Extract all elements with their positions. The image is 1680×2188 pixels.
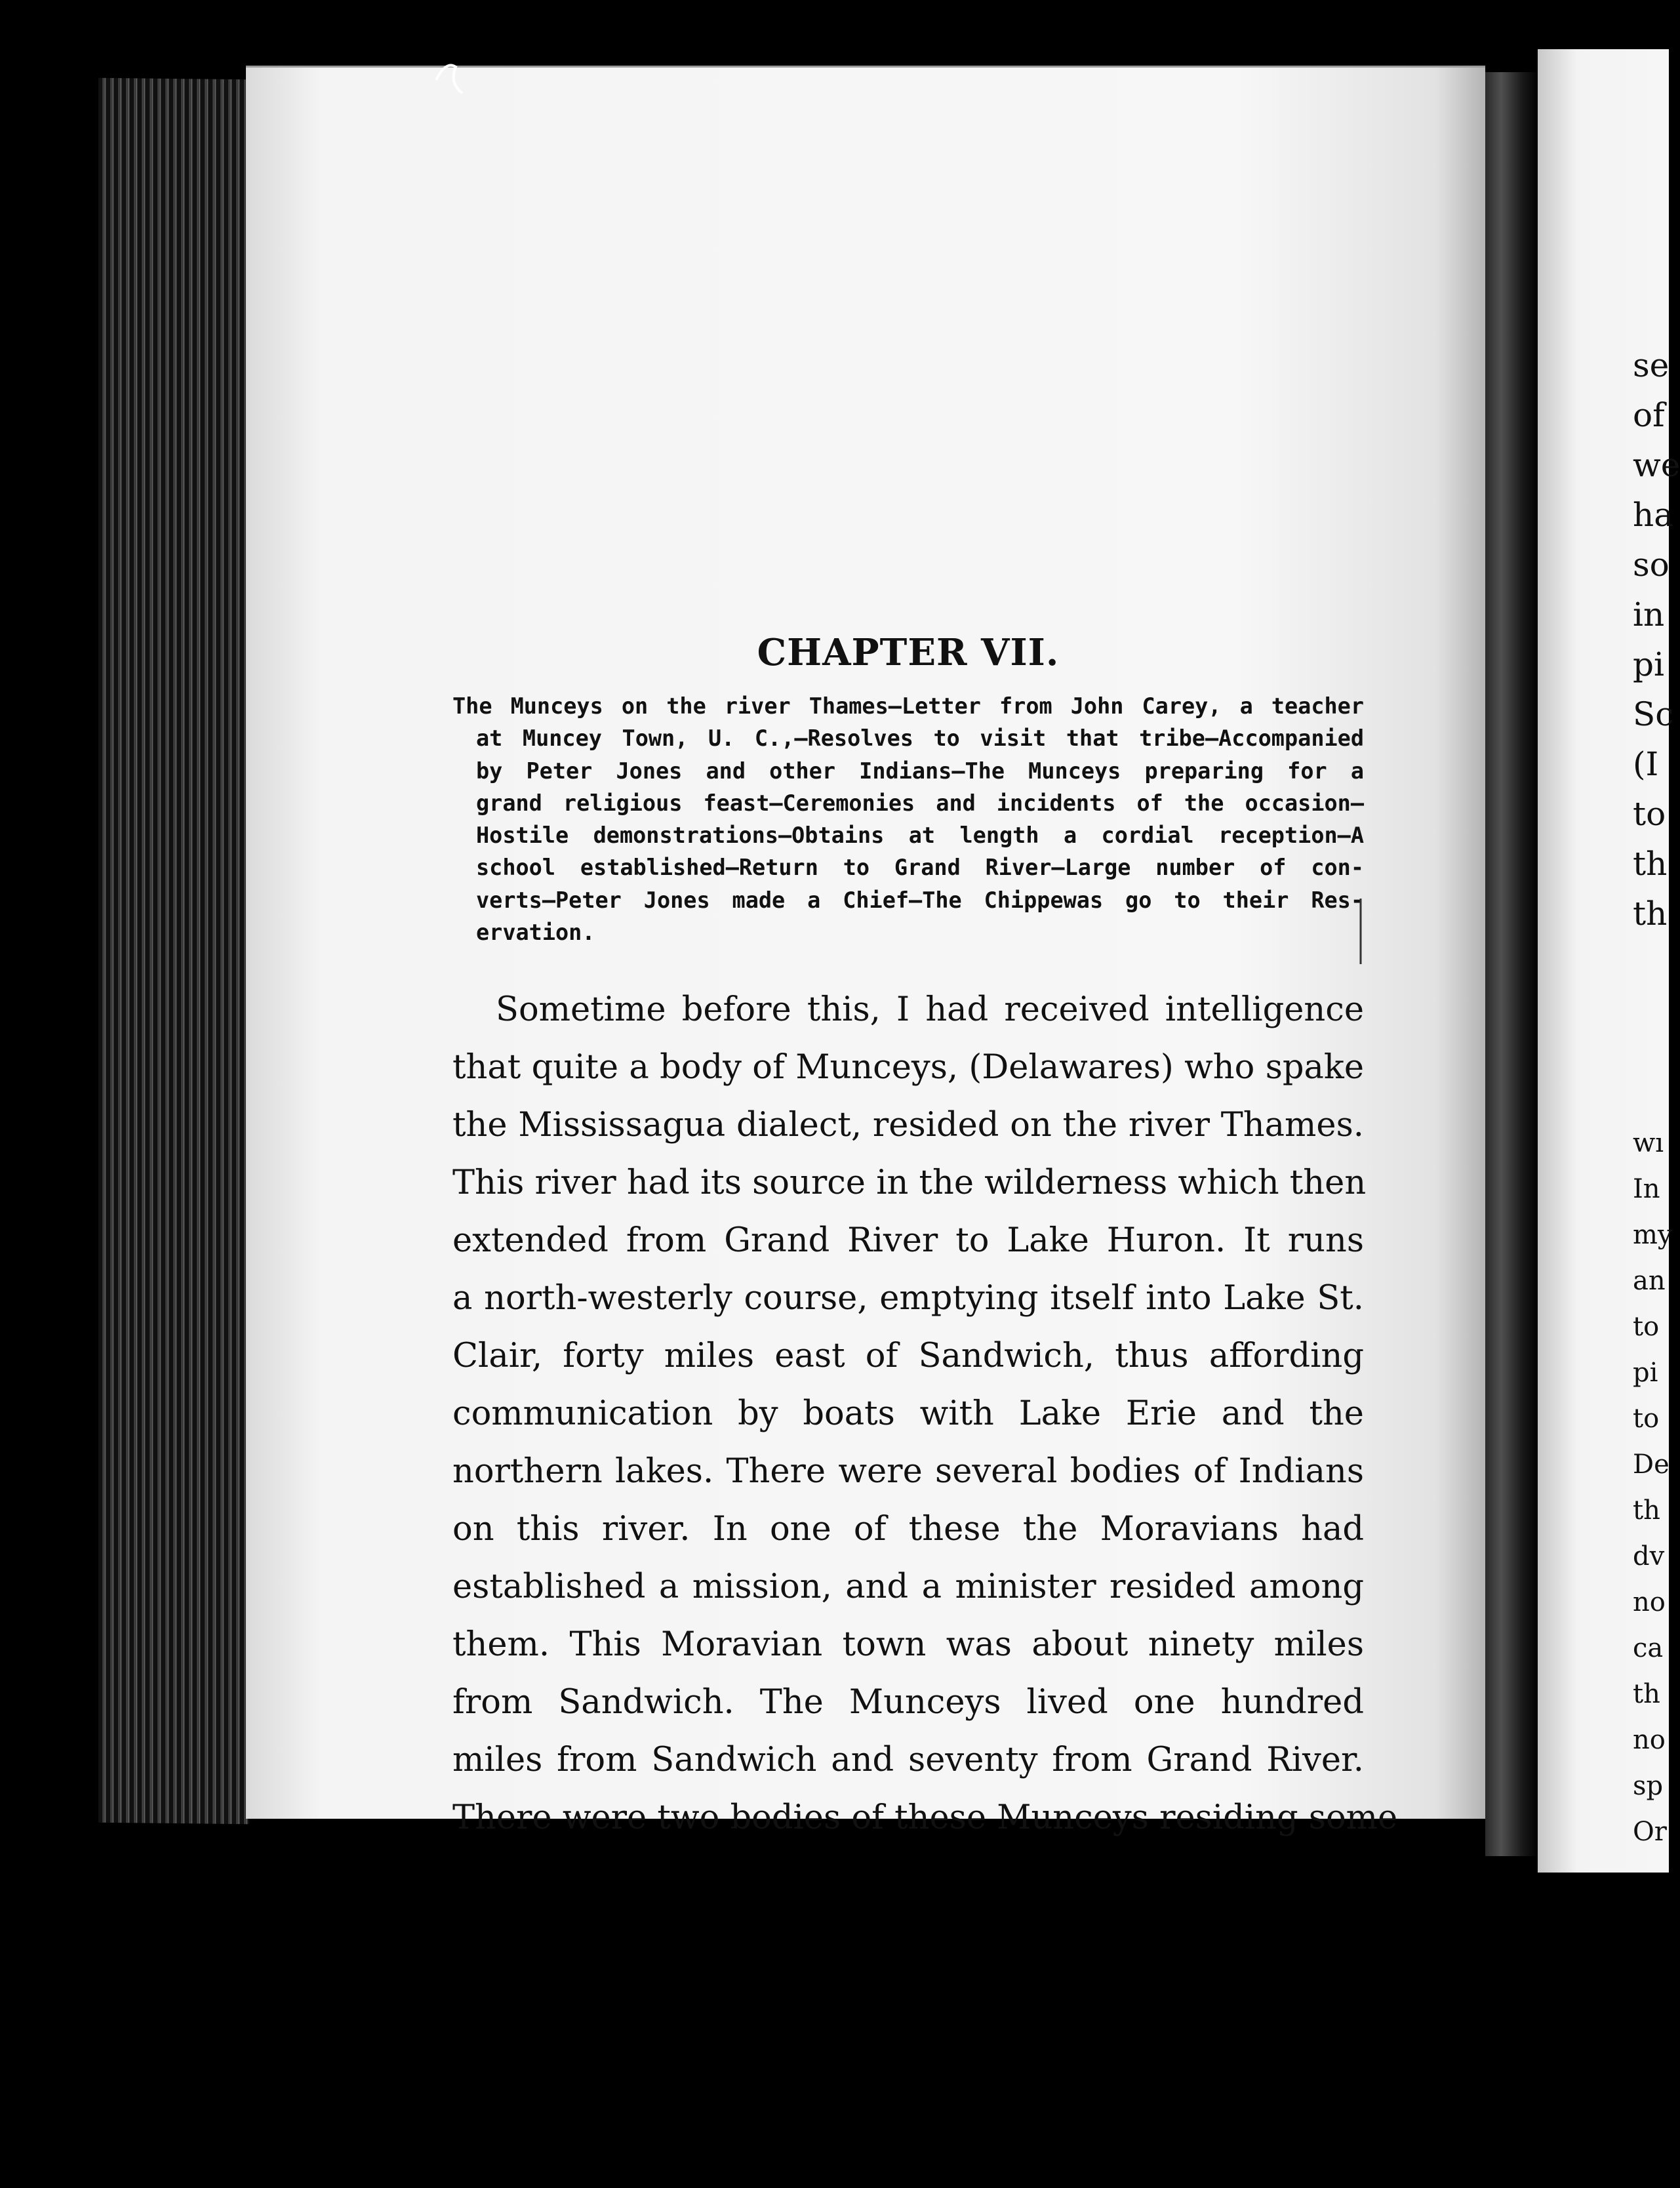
right-fragment: (I	[1633, 745, 1659, 783]
body-line: the Mississagua dialect, resided on the river Thames.	[452, 1106, 1364, 1145]
right-fragment: th	[1633, 1495, 1660, 1526]
body-line: established a mission, and a minister resided among	[452, 1568, 1364, 1606]
summary-line: by Peter Jones and other Indians—The Munceys preparing for a	[476, 758, 1364, 784]
right-fragment: of	[1633, 396, 1665, 434]
body-line: Sometime before this, I had received intelligence	[496, 990, 1364, 1029]
right-fragment: ca	[1633, 1633, 1664, 1663]
right-fragment: pi	[1633, 1358, 1658, 1388]
body-line: on this river. In one of these the Moravians had	[452, 1510, 1364, 1549]
chapter-title: CHAPTER VII.	[757, 631, 1060, 674]
body-line: There were two bodies of these Munceys residing some	[452, 1798, 1398, 1837]
body-line: miles from Sandwich and seventy from Grand River.	[452, 1741, 1364, 1779]
summary-line: school established—Return to Grand River—Large number of con-	[476, 855, 1364, 881]
body-line: This river had its source in the wilderness which then	[452, 1164, 1367, 1202]
right-fragment: so	[1633, 546, 1670, 584]
body-line: from Sandwich. The Munceys lived one hundred	[452, 1683, 1364, 1722]
margin-mark	[1357, 899, 1364, 964]
right-fragment: th	[1633, 845, 1668, 883]
right-fragment: we	[1633, 446, 1680, 484]
right-fragment: In	[1633, 1174, 1660, 1204]
right-fragment: in	[1633, 596, 1665, 634]
right-fragment: ha	[1633, 496, 1674, 534]
right-fragment: no	[1633, 1587, 1666, 1617]
right-fragment: se	[1633, 346, 1670, 384]
chapter-summary	[452, 690, 1364, 948]
body-line: Clair, forty miles east of Sandwich, thus affording	[452, 1337, 1364, 1375]
page-edges	[98, 78, 249, 1824]
right-fragment: to	[1633, 1404, 1660, 1434]
summary-line: The Munceys on the river Thames—Letter from John Carey, a teacher	[452, 693, 1364, 719]
body-text	[452, 981, 1398, 1847]
right-fragment: Sc	[1633, 695, 1674, 733]
right-fragment: wı	[1633, 1128, 1664, 1158]
right-fragment: to	[1633, 1312, 1660, 1342]
right-fragment: an	[1633, 1266, 1666, 1296]
summary-line: ervation.	[476, 920, 595, 946]
body-line: northern lakes. There were several bodies of Indians	[452, 1452, 1364, 1491]
body-line: extended from Grand River to Lake Huron. It runs	[452, 1221, 1364, 1260]
right-fragment: dv	[1633, 1541, 1665, 1571]
right-fragment: to	[1633, 795, 1666, 833]
right-fragment: th	[1633, 1679, 1660, 1709]
right-fragment: th	[1633, 895, 1668, 933]
body-line: a north-westerly course, emptying itself into Lake St.	[452, 1279, 1364, 1318]
right-fragment: Or	[1633, 1817, 1667, 1847]
right-fragment: De	[1633, 1449, 1670, 1480]
right-fragment: sp	[1633, 1771, 1664, 1801]
pencil-mark	[430, 54, 469, 100]
summary-line: verts—Peter Jones made a Chief—The Chippewas go to their Res-	[476, 887, 1364, 913]
right-fragment: my	[1633, 1220, 1673, 1250]
book-gutter	[1485, 72, 1538, 1856]
body-line: that quite a body of Munceys, (Delawares) who spake	[452, 1048, 1364, 1087]
summary-line: Hostile demonstrations—Obtains at length a cordial reception—A	[476, 822, 1364, 849]
body-line: communication by boats with Lake Erie and the	[452, 1394, 1364, 1433]
summary-line: grand religious feast—Ceremonies and incidents of the occasion—	[476, 790, 1364, 816]
summary-line: at Muncey Town, U. C.,—Resolves to visit that tribe—Accompanied	[476, 725, 1364, 752]
body-line: them. This Moravian town was about ninety miles	[452, 1625, 1364, 1664]
bleed-through-header	[446, 279, 1364, 318]
right-fragment: no	[1633, 1725, 1666, 1755]
right-fragment: pi	[1633, 645, 1664, 683]
